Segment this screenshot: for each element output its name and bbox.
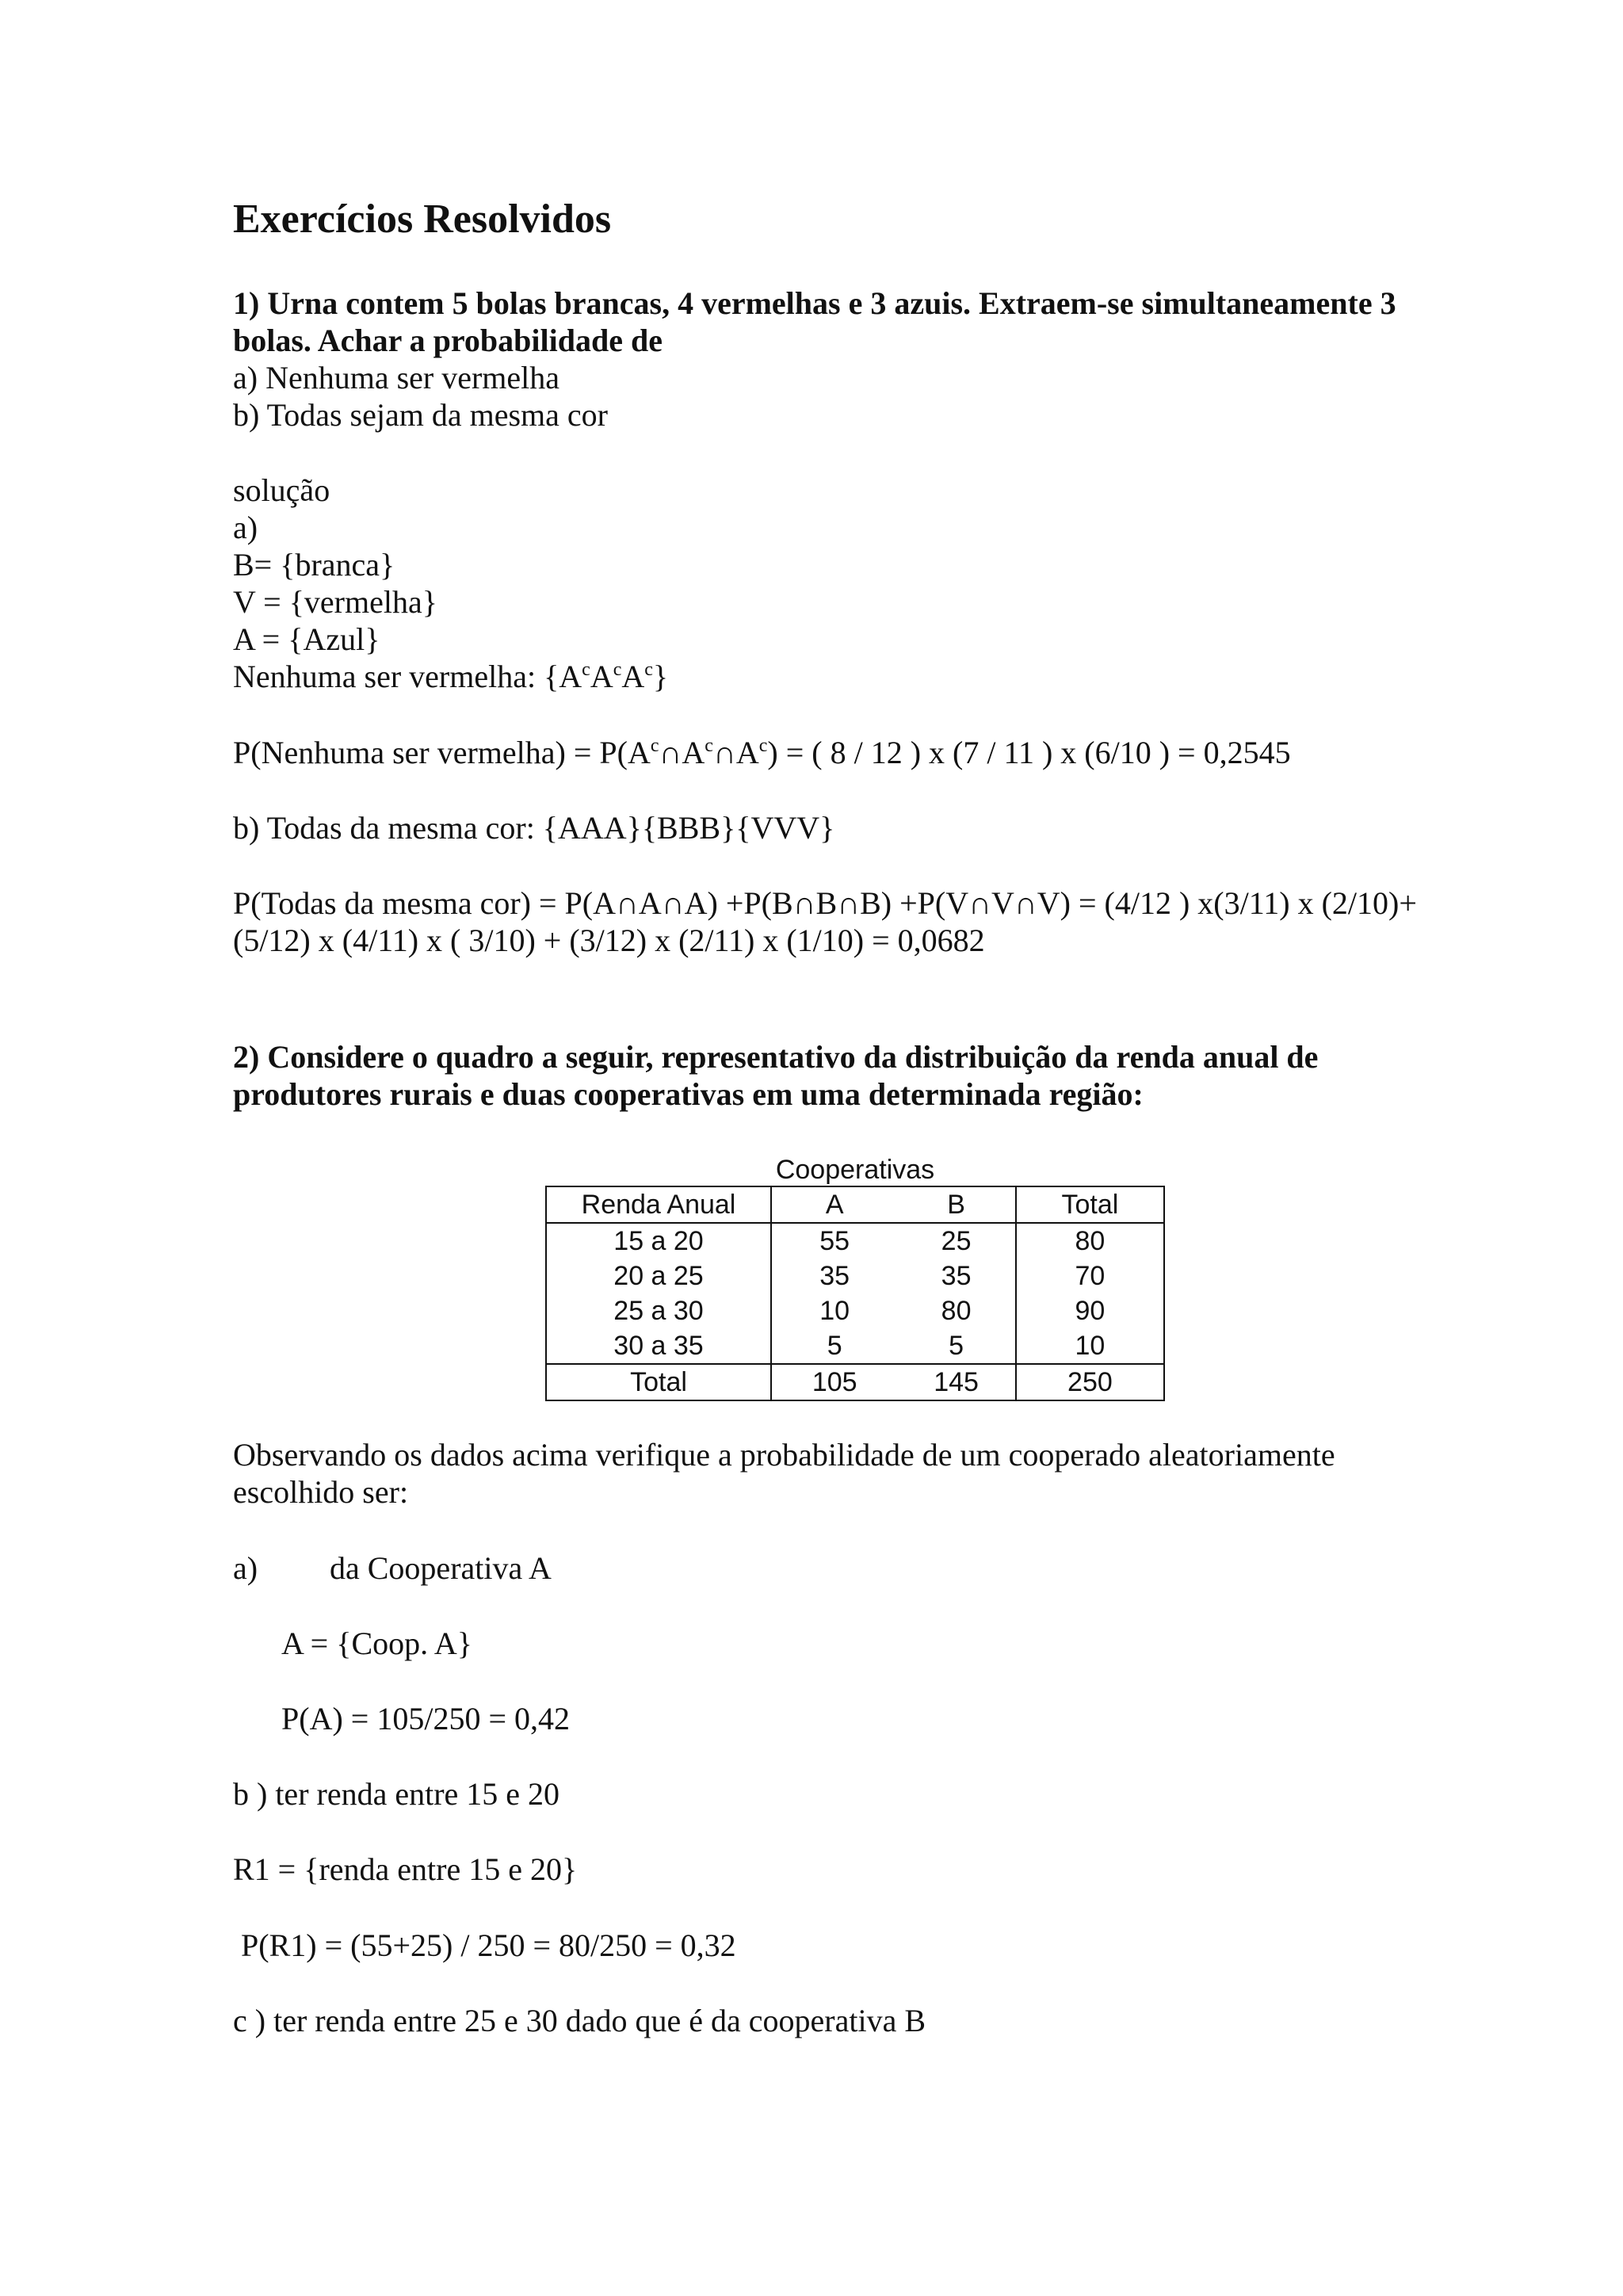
table-cell: 35 [897,1259,1015,1293]
ex2-item-b-def: R1 = {renda entre 15 e 20} [233,1851,578,1887]
ex1-def-branca: B= {branca} [233,547,395,583]
ex1-p-nenhuma: P(Nenhuma ser vermelha) = $P(A^c\cap A^c\cap A^c)$ = ( 8 / 12 ) x (7 / 11 ) x (6/10 ) = 0,2545 [233,735,1291,770]
ex2-item-a-label: a) [233,1550,258,1586]
ex1-item-b: b) Todas sejam da mesma cor [233,397,608,433]
table-total-row [546,1364,1164,1400]
ex1-item-a: a) Nenhuma ser vermelha [233,360,560,395]
table-cell: 15 a 20 [546,1223,771,1259]
ex2-item-a-calc: P(A) = 105/250 = 0,42 [281,1701,571,1736]
table-header-cell: Renda Anual [546,1186,771,1223]
table-cell: Total [546,1364,771,1400]
table-cell: 10 [819,1296,850,1326]
ex1-nenhuma-set: Nenhuma ser vermelha: $\{A^cA^cA^c\}$ [233,659,669,694]
ex2-item-b-text: b ) ter renda entre 15 e 20 [233,1776,560,1812]
table-row [546,1293,1164,1328]
table-cell: 25 [897,1223,1015,1259]
ex1-todas-set: b) Todas da mesma cor: {AAA}{BBB}{VVV} [233,810,835,846]
table-cell: 55 [819,1226,850,1256]
table-cell: 5 [771,1328,897,1364]
ex1-def-vermelha: V = {vermelha} [233,584,437,620]
table-caption: Cooperativas [775,1155,935,1185]
table-header-cell: B [897,1186,1015,1223]
table-header-cell: A [825,1190,844,1220]
table-cell: 20 a 25 [546,1259,771,1293]
ex2-item-c-text: c ) ter renda entre 25 e 30 dado que é da cooperativa B [233,2003,926,2038]
table-row [546,1259,1164,1293]
table-row [546,1328,1164,1364]
table-header-row [546,1186,1164,1223]
ex1-statement-line1: 1) Urna contem 5 bolas brancas, 4 vermelhas e 3 azuis. Extraem-se simultaneamente 3 [233,285,1396,321]
ex1-solucao-label: solução [233,472,330,508]
table-cell: 250 [1016,1364,1164,1400]
ex1-statement-line2: bolas. Achar a probabilidade de [233,323,663,358]
ex2-statement-line1: 2) Considere o quadro a seguir, representativo da distribuição da renda anual de [233,1039,1319,1075]
table-cell: 80 [1016,1223,1164,1259]
ex1-p-todas-line2: (5/12) x (4/11) x ( 3/10) + (3/12) x (2/11) x (1/10) = 0,0682 [233,923,985,958]
ex2-observando-line1: Observando os dados acima verifique a probabilidade de um cooperado aleatoriamente [233,1437,1335,1473]
ex2-item-a-text: da Cooperativa A [330,1550,552,1586]
table-cell: 30 a 35 [546,1328,771,1364]
ex1-def-azul: A = {Azul} [233,621,380,657]
table-cell: 105 [812,1367,857,1397]
ex2-item-b-calc: P(R1) = (55+25) / 250 = 80/250 = 0,32 [241,1927,736,1963]
table-cell: 80 [897,1293,1015,1328]
income-table [545,1186,1165,1401]
table-cell: 10 [1016,1328,1164,1364]
table-cell: 145 [897,1364,1015,1400]
ex1-p-todas-line1: P(Todas da mesma cor) = P(A∩A∩A) +P(B∩B∩B) +P(V∩V∩V) = (4/12 ) x(3/11) x (2/10)+ [233,885,1417,921]
table-row [546,1223,1164,1259]
table-cell: 25 a 30 [546,1293,771,1328]
table-cell: 70 [1016,1259,1164,1293]
table-cell: 90 [1016,1293,1164,1328]
table-cell: 5 [897,1328,1015,1364]
table-cell: 35 [819,1261,850,1291]
ex2-observando-line2: escolhido ser: [233,1474,409,1510]
ex2-item-a-def: A = {Coop. A} [281,1626,472,1661]
ex1-solution-a-label: a) [233,510,258,545]
ex2-statement-line2: produtores rurais e duas cooperativas em uma determinada região: [233,1076,1144,1112]
page-title: Exercícios Resolvidos [233,197,612,242]
table-header-cell: Total [1016,1186,1164,1223]
